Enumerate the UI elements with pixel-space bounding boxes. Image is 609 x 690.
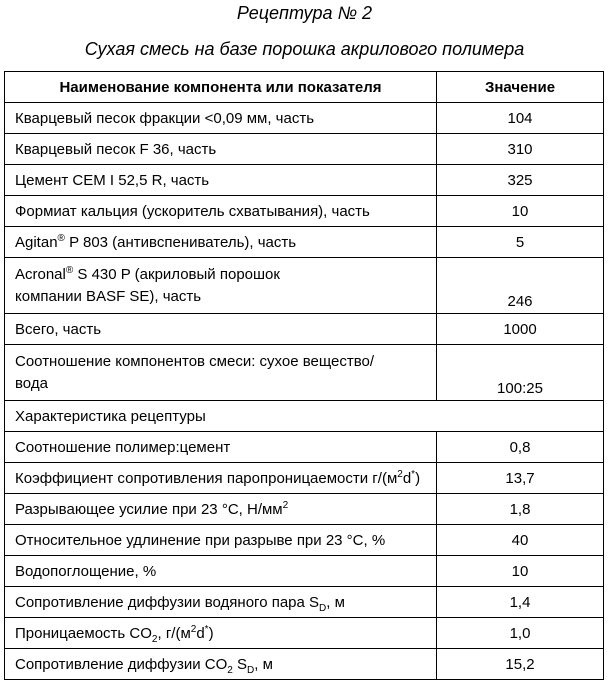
row-name [5, 345, 437, 401]
superscript: 2 [397, 468, 403, 480]
superscript: * [411, 468, 416, 480]
row-name-part: Agitan [15, 233, 58, 251]
row-name-part: , г/(м [157, 624, 191, 642]
subscript: 2 [151, 633, 158, 645]
section-title: Характеристика рецептуры [5, 401, 604, 432]
superscript: * [204, 623, 209, 635]
table-header-row [5, 72, 604, 103]
recipe-title: Рецептура № 2 [236, 3, 373, 23]
table-row [5, 103, 604, 134]
table-row [5, 494, 604, 525]
table-row [5, 227, 604, 258]
table-row [5, 196, 604, 227]
row-name: Относительное удлинение при разрыве при 23 °C, % [5, 525, 437, 556]
recipe-table [4, 71, 604, 680]
row-value: 246 [437, 258, 604, 314]
row-name-part: S [232, 655, 247, 673]
table-row [5, 432, 604, 463]
row-name-part: P 803 (антивспениватель), часть [64, 233, 297, 251]
row-name-part: Сопротивление диффузии CO [15, 655, 228, 673]
row-value: 10 [437, 196, 604, 227]
row-name-part: Acronal [15, 265, 66, 283]
registered-mark: ® [57, 232, 65, 244]
row-name-part: Коэффициент сопротивления паропроницаемости г/(м [15, 469, 398, 487]
row-name [5, 258, 437, 314]
table-row [5, 649, 604, 680]
row-name: Соотношение полимер:цемент [5, 432, 437, 463]
registered-mark: ® [65, 264, 74, 276]
table-row [5, 556, 604, 587]
superscript: 2 [282, 499, 289, 511]
header-value: Значение [437, 72, 604, 103]
row-value: 1,4 [437, 587, 604, 618]
superscript: 2 [190, 623, 197, 635]
row-name-part: ) [415, 469, 421, 487]
section-row [5, 401, 604, 432]
row-name-part: Проницаемость CO [15, 624, 152, 642]
header-component: Наименование компонента или показателя [5, 72, 437, 103]
table-row [5, 587, 604, 618]
row-name: Кварцевый песок F 36, часть [5, 134, 437, 165]
row-name: Кварцевый песок фракции <0,09 мм, часть [5, 103, 437, 134]
row-value: 1,0 [437, 618, 604, 649]
row-name: Цемент CEM I 52,5 R, часть [5, 165, 437, 196]
row-name: Всего, часть [5, 314, 437, 345]
row-value: 15,2 [437, 649, 604, 680]
row-name-part: d [196, 624, 205, 642]
table-row [5, 314, 604, 345]
row-value: 10 [437, 556, 604, 587]
row-value: 1,8 [437, 494, 604, 525]
row-name: Водопоглощение, % [5, 556, 437, 587]
table-row [5, 134, 604, 165]
row-name: Формиат кальция (ускоритель схватывания), часть [5, 196, 437, 227]
row-value: 5 [437, 227, 604, 258]
row-name-part: Сопротивление диффузии водяного пара S [15, 593, 320, 611]
row-name-part: Соотношение компонентов смеси: сухое вещество/ [15, 352, 375, 370]
table-row [5, 463, 604, 494]
row-name [5, 587, 437, 618]
row-name [5, 494, 437, 525]
table-row [5, 345, 604, 401]
row-value: 0,8 [437, 432, 604, 463]
row-name-part: , м [254, 655, 273, 673]
recipe-subtitle: Сухая смесь на базе порошка акрилового полимера [84, 39, 525, 59]
subscript: D [319, 602, 327, 614]
row-value: 325 [437, 165, 604, 196]
row-value: 100:25 [437, 345, 604, 401]
table-row [5, 618, 604, 649]
row-name-part: , м [326, 593, 345, 611]
row-value: 310 [437, 134, 604, 165]
row-value: 40 [437, 525, 604, 556]
subscript: D [247, 664, 255, 676]
row-name [5, 227, 437, 258]
row-value: 13,7 [437, 463, 604, 494]
row-name [5, 463, 437, 494]
row-name-part: S 430 P (акриловый порошок [73, 265, 280, 283]
table-row [5, 525, 604, 556]
row-name-part: d [402, 469, 412, 487]
row-name-part: вода [15, 374, 48, 392]
table-row [5, 258, 604, 314]
row-value: 104 [437, 103, 604, 134]
row-name [5, 618, 437, 649]
table-row [5, 165, 604, 196]
row-name-part: ) [208, 624, 214, 642]
row-name-part: компании BASF SE), часть [15, 287, 202, 305]
row-name-part: Разрывающее усилие при 23 °C, Н/мм [15, 500, 283, 518]
subscript: 2 [227, 664, 233, 676]
row-value: 1000 [437, 314, 604, 345]
row-name [5, 649, 437, 680]
